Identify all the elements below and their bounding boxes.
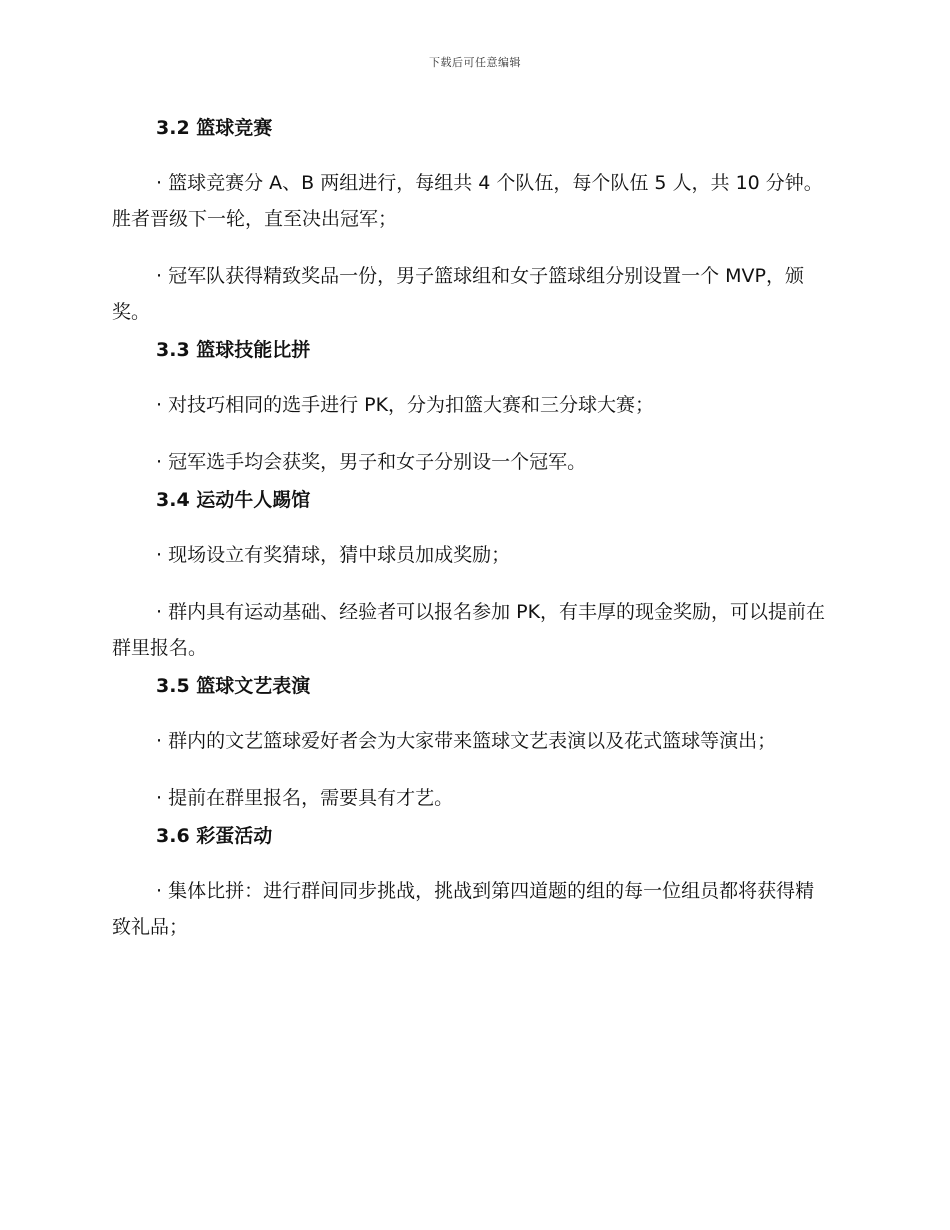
page-header: 下载后可任意编辑: [429, 56, 521, 69]
paragraph: · 对技巧相同的选手进行 PK，分为扣篮大赛和三分球大赛；: [156, 394, 655, 416]
paragraph: · 现场设立有奖猜球，猜中球员加成奖励；: [156, 544, 511, 566]
document-body: [112, 108, 830, 945]
section-heading: 3.6 彩蛋活动: [156, 825, 273, 847]
paragraph: · 群内的文艺篮球爱好者会为大家带来篮球文艺表演以及花式篮球等演出；: [156, 730, 777, 752]
section-3-6: [112, 816, 830, 945]
paragraph: · 冠军选手均会获奖，男子和女子分别设一个冠军。: [156, 451, 587, 473]
paragraph: · 集体比拼：进行群间同步挑战，挑战到第四道题的组的每一位组员都将获得精致礼品；: [112, 880, 815, 938]
paragraph: · 提前在群里报名，需要具有才艺。: [156, 787, 454, 809]
section-heading: 3.2 篮球竞赛: [156, 117, 273, 139]
paragraph: · 群内具有运动基础、经验者可以报名参加 PK，有丰厚的现金奖励，可以提前在群里报名。: [112, 601, 826, 659]
section-heading: 3.5 篮球文艺表演: [156, 675, 311, 697]
paragraph: · 冠军队获得精致奖品一份，男子篮球组和女子篮球组分别设置一个 MVP，颁奖。: [112, 265, 804, 323]
section-heading: 3.4 运动牛人踢馆: [156, 489, 311, 511]
paragraph: · 篮球竞赛分 A、B 两组进行，每组共 4 个队伍，每个队伍 5 人，共 10 分钟。胜者晋级下一轮，直至决出冠军；: [112, 172, 823, 230]
section-3-3: [112, 330, 830, 480]
section-3-4: [112, 480, 830, 666]
section-heading: 3.3 篮球技能比拼: [156, 339, 311, 361]
section-3-5: [112, 666, 830, 816]
section-3-2: [112, 108, 830, 330]
